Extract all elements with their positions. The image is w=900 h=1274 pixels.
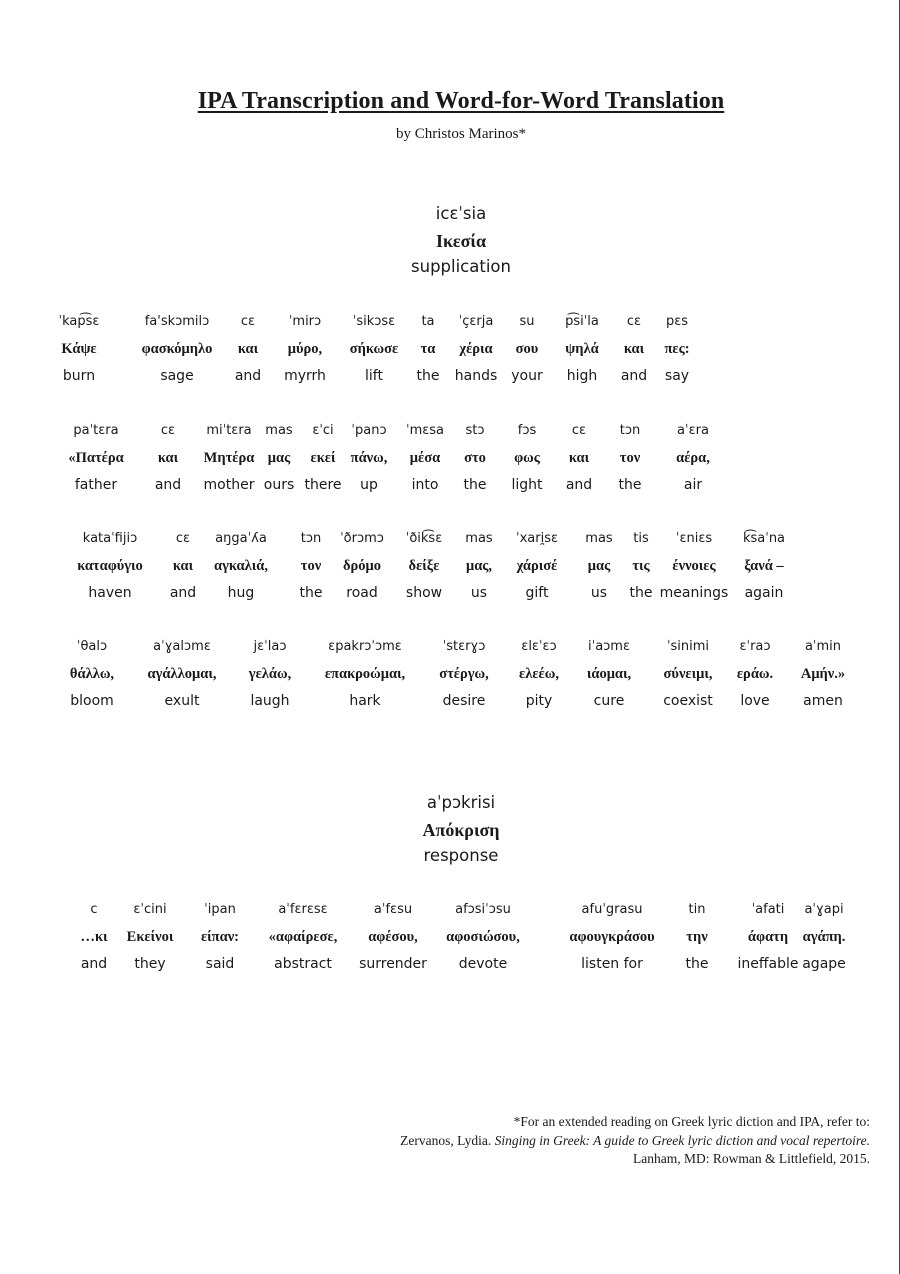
ipa-word: k͡saˈna bbox=[742, 531, 786, 546]
ipa-word: ɛˈraɔ bbox=[739, 639, 771, 654]
english-word: high bbox=[566, 368, 598, 384]
greek-word: Εκείνοι bbox=[126, 929, 174, 945]
ipa-word: ɛˈci bbox=[312, 423, 334, 438]
english-word: us bbox=[590, 585, 608, 601]
ipa-word: jɛˈlaɔ bbox=[253, 639, 287, 654]
ipa-word: ˈðik͡sɛ bbox=[405, 531, 443, 546]
greek-word: μας bbox=[587, 558, 611, 574]
english-word: air bbox=[683, 477, 703, 493]
english-word: coexist bbox=[663, 693, 713, 709]
english-word: the bbox=[299, 585, 323, 601]
english-word: they bbox=[134, 956, 166, 972]
greek-word: και bbox=[237, 341, 259, 357]
english-word: hands bbox=[454, 368, 498, 384]
ipa-word: aŋgaˈʎa bbox=[215, 531, 267, 546]
ipa-word: ˈɛniɛs bbox=[675, 531, 713, 546]
greek-word: …κι bbox=[80, 929, 108, 945]
ipa-word: pɛs bbox=[665, 314, 689, 329]
english-word: hug bbox=[227, 585, 255, 601]
greek-word: σου bbox=[515, 341, 539, 357]
ipa-word: ˈxari̯sɛ bbox=[516, 531, 558, 546]
greek-word: αφέσου, bbox=[368, 929, 418, 945]
section-heading bbox=[0, 790, 900, 870]
greek-word: τον bbox=[300, 558, 322, 574]
english-word: myrrh bbox=[284, 368, 326, 384]
greek-word: αγάλλομαι, bbox=[147, 666, 217, 682]
english-word: and bbox=[620, 368, 648, 384]
ipa-word: aˈfɛrɛsɛ bbox=[278, 902, 328, 917]
english-word: listen for bbox=[581, 956, 643, 972]
english-word: mother bbox=[203, 477, 255, 493]
english-word: said bbox=[205, 956, 235, 972]
english-word: us bbox=[470, 585, 488, 601]
ipa-word: ɛlɛˈɛɔ bbox=[521, 639, 557, 654]
greek-word: και bbox=[172, 558, 194, 574]
english-word: gift bbox=[525, 585, 549, 601]
heading-ipa: aˈpɔkrisi bbox=[426, 793, 496, 812]
heading-english: supplication bbox=[411, 257, 511, 276]
english-word: and bbox=[80, 956, 108, 972]
english-word: and bbox=[154, 477, 182, 493]
ipa-word: cɛ bbox=[175, 531, 191, 546]
ipa-word: kataˈfijiɔ bbox=[82, 531, 138, 546]
ipa-word: ɛpakrɔˈɔmɛ bbox=[328, 639, 402, 654]
greek-word: δρόμο bbox=[342, 558, 382, 574]
greek-word: χάρισέ bbox=[516, 558, 558, 574]
english-word: sage bbox=[160, 368, 194, 384]
ipa-word: cɛ bbox=[571, 423, 587, 438]
english-word: laugh bbox=[250, 693, 290, 709]
english-word: the bbox=[629, 585, 653, 601]
greek-word: γελάω, bbox=[248, 666, 292, 682]
ipa-word: ˈθalɔ bbox=[76, 639, 108, 654]
ipa-word: tɔn bbox=[619, 423, 641, 438]
greek-word: έννοιες bbox=[672, 558, 716, 574]
greek-word: «αφαίρεσε, bbox=[268, 929, 338, 945]
english-line bbox=[0, 687, 900, 715]
english-word: desire bbox=[442, 693, 486, 709]
greek-line bbox=[0, 444, 900, 472]
english-line bbox=[0, 362, 900, 390]
footnote-line-1: *For an extended reading on Greek lyric diction and IPA, refer to: bbox=[513, 1114, 870, 1129]
ipa-word: aˈfɛsu bbox=[373, 902, 413, 917]
greek-word: τον bbox=[619, 450, 641, 466]
page-title: IPA Transcription and Word-for-Word Translation bbox=[197, 88, 725, 114]
english-word: father bbox=[74, 477, 118, 493]
english-word: pity bbox=[525, 693, 553, 709]
greek-line bbox=[0, 660, 900, 688]
english-word: your bbox=[511, 368, 543, 384]
ipa-word: ˈçɛrja bbox=[458, 314, 494, 329]
greek-word: θάλλω, bbox=[69, 666, 115, 682]
english-word: lift bbox=[365, 368, 383, 384]
english-word: and bbox=[234, 368, 262, 384]
ipa-word: miˈtɛra bbox=[206, 423, 252, 438]
ipa-word: cɛ bbox=[626, 314, 642, 329]
greek-word: ιάομαι, bbox=[586, 666, 632, 682]
english-word: there bbox=[304, 477, 342, 493]
ipa-word: fɔs bbox=[517, 423, 537, 438]
ipa-line bbox=[0, 417, 900, 445]
english-word: exult bbox=[164, 693, 200, 709]
heading-greek: Απόκριση bbox=[422, 819, 500, 840]
greek-word: ξανά – bbox=[744, 558, 784, 574]
footnote bbox=[400, 1113, 870, 1169]
section-heading bbox=[0, 201, 900, 281]
ipa-word: stɔ bbox=[465, 423, 485, 438]
ipa-word: tis bbox=[633, 531, 649, 546]
greek-word: «Πατέρα bbox=[68, 450, 124, 466]
english-word: cure bbox=[593, 693, 625, 709]
greek-word: ελεέω, bbox=[519, 666, 559, 682]
ipa-word: ˈkap͡sɛ bbox=[58, 314, 100, 329]
ipa-word: p͡siˈla bbox=[565, 314, 599, 329]
english-word: haven bbox=[88, 585, 132, 601]
greek-word: επακροώμαι, bbox=[324, 666, 406, 682]
ipa-word: aˈɣapi bbox=[804, 902, 844, 917]
greek-word: Αμήν.» bbox=[800, 666, 846, 682]
greek-word: εράω. bbox=[736, 666, 774, 682]
greek-word: μέσα bbox=[409, 450, 441, 466]
ipa-line bbox=[0, 525, 900, 553]
greek-word: πάνω, bbox=[350, 450, 388, 466]
greek-word: τις bbox=[632, 558, 650, 574]
english-line bbox=[0, 950, 900, 978]
greek-word: ψηλά bbox=[565, 341, 599, 357]
heading-ipa: icɛˈsia bbox=[435, 204, 487, 223]
greek-word: αέρα, bbox=[676, 450, 710, 466]
ipa-word: cɛ bbox=[240, 314, 256, 329]
greek-word: και bbox=[568, 450, 590, 466]
ipa-line bbox=[0, 308, 900, 336]
ipa-word: ɛˈcini bbox=[133, 902, 167, 917]
ipa-word: aˈɣalɔmɛ bbox=[153, 639, 211, 654]
greek-word: άφατη bbox=[747, 929, 789, 945]
english-word: the bbox=[416, 368, 440, 384]
greek-word: και bbox=[623, 341, 645, 357]
english-word: amen bbox=[803, 693, 843, 709]
greek-word: φασκόμηλο bbox=[141, 341, 213, 357]
english-word: into bbox=[411, 477, 439, 493]
greek-word: φως bbox=[514, 450, 540, 466]
ipa-word: c bbox=[90, 902, 98, 917]
ipa-line bbox=[0, 896, 900, 924]
footnote-author: Zervanos, Lydia. bbox=[400, 1132, 492, 1148]
english-word: devote bbox=[458, 956, 508, 972]
greek-word: την bbox=[686, 929, 708, 945]
english-word: bloom bbox=[70, 693, 114, 709]
english-word: again bbox=[744, 585, 784, 601]
ipa-word: afɔsiˈɔsu bbox=[455, 902, 511, 917]
english-word: ours bbox=[263, 477, 295, 493]
ipa-word: ˈmirɔ bbox=[288, 314, 322, 329]
greek-word: και bbox=[157, 450, 179, 466]
english-word: surrender bbox=[359, 956, 427, 972]
greek-word: πες: bbox=[664, 341, 690, 357]
greek-word: μας bbox=[267, 450, 291, 466]
ipa-word: ˈsikɔsɛ bbox=[352, 314, 396, 329]
greek-word: είπαν: bbox=[200, 929, 240, 945]
ipa-word: ˈafati bbox=[751, 902, 785, 917]
ipa-word: afuˈgrasu bbox=[581, 902, 643, 917]
ipa-word: tin bbox=[688, 902, 706, 917]
english-word: agape bbox=[802, 956, 846, 972]
english-word: say bbox=[664, 368, 690, 384]
greek-word: αγκαλιά, bbox=[214, 558, 268, 574]
english-word: light bbox=[511, 477, 543, 493]
greek-word: μύρο, bbox=[287, 341, 323, 357]
footnote-line-3: Lanham, MD: Rowman & Littlefield, 2015. bbox=[633, 1151, 870, 1166]
ipa-word: su bbox=[519, 314, 535, 329]
greek-word: τα bbox=[420, 341, 436, 357]
ipa-word: aˈɛra bbox=[677, 423, 709, 438]
greek-word: αγάπη. bbox=[802, 929, 846, 945]
ipa-line bbox=[0, 633, 900, 661]
byline: by Christos Marinos* bbox=[395, 126, 526, 142]
ipa-word: ˈðrɔmɔ bbox=[340, 531, 384, 546]
greek-word: μας, bbox=[465, 558, 493, 574]
greek-word: εκεί bbox=[310, 450, 336, 466]
english-word: meanings bbox=[659, 585, 729, 601]
greek-word: στο bbox=[464, 450, 486, 466]
greek-word: αφοσιώσου, bbox=[446, 929, 520, 945]
heading-greek: Ικεσία bbox=[435, 230, 487, 251]
ipa-word: tɔn bbox=[300, 531, 322, 546]
greek-word: καταφύγιο bbox=[77, 558, 143, 574]
greek-word: δείξε bbox=[408, 558, 440, 574]
english-word: burn bbox=[62, 368, 96, 384]
english-word: the bbox=[685, 956, 709, 972]
greek-word: Κάψε bbox=[61, 341, 97, 357]
ipa-word: mas bbox=[465, 531, 493, 546]
ipa-word: ˈpanɔ bbox=[351, 423, 387, 438]
ipa-word: iˈaɔmɛ bbox=[588, 639, 630, 654]
footnote-line-2 bbox=[400, 1132, 870, 1151]
english-word: love bbox=[740, 693, 770, 709]
english-word: the bbox=[618, 477, 642, 493]
greek-word: σύνειμι, bbox=[663, 666, 713, 682]
ipa-word: ˈsinimi bbox=[666, 639, 710, 654]
english-word: road bbox=[346, 585, 378, 601]
english-word: up bbox=[360, 477, 378, 493]
heading-english: response bbox=[423, 846, 499, 865]
footnote-book-title: Singing in Greek: A guide to Greek lyric diction and vocal repertoire. bbox=[494, 1132, 870, 1148]
greek-word: Μητέρα bbox=[203, 450, 255, 466]
english-word: and bbox=[169, 585, 197, 601]
greek-word: αφουγκράσου bbox=[569, 929, 655, 945]
ipa-word: ta bbox=[421, 314, 435, 329]
english-word: and bbox=[565, 477, 593, 493]
ipa-word: ˈipan bbox=[204, 902, 236, 917]
ipa-word: paˈtɛra bbox=[73, 423, 119, 438]
greek-word: στέργω, bbox=[439, 666, 489, 682]
english-word: show bbox=[405, 585, 443, 601]
english-line bbox=[0, 471, 900, 499]
ipa-word: mas bbox=[265, 423, 293, 438]
ipa-word: mas bbox=[585, 531, 613, 546]
greek-line bbox=[0, 923, 900, 951]
english-line bbox=[0, 579, 900, 607]
ipa-word: cɛ bbox=[160, 423, 176, 438]
greek-word: χέρια bbox=[459, 341, 493, 357]
ipa-word: fa'skɔmilɔ bbox=[144, 314, 210, 329]
english-word: the bbox=[463, 477, 487, 493]
ipa-word: ˈmɛsa bbox=[405, 423, 445, 438]
ipa-word: ˈstɛrɣɔ bbox=[442, 639, 486, 654]
greek-line bbox=[0, 335, 900, 363]
english-word: abstract bbox=[274, 956, 332, 972]
greek-line bbox=[0, 552, 900, 580]
english-word: ineffable bbox=[737, 956, 799, 972]
english-word: hark bbox=[349, 693, 381, 709]
ipa-word: aˈmin bbox=[804, 639, 842, 654]
greek-word: σήκωσε bbox=[349, 341, 399, 357]
